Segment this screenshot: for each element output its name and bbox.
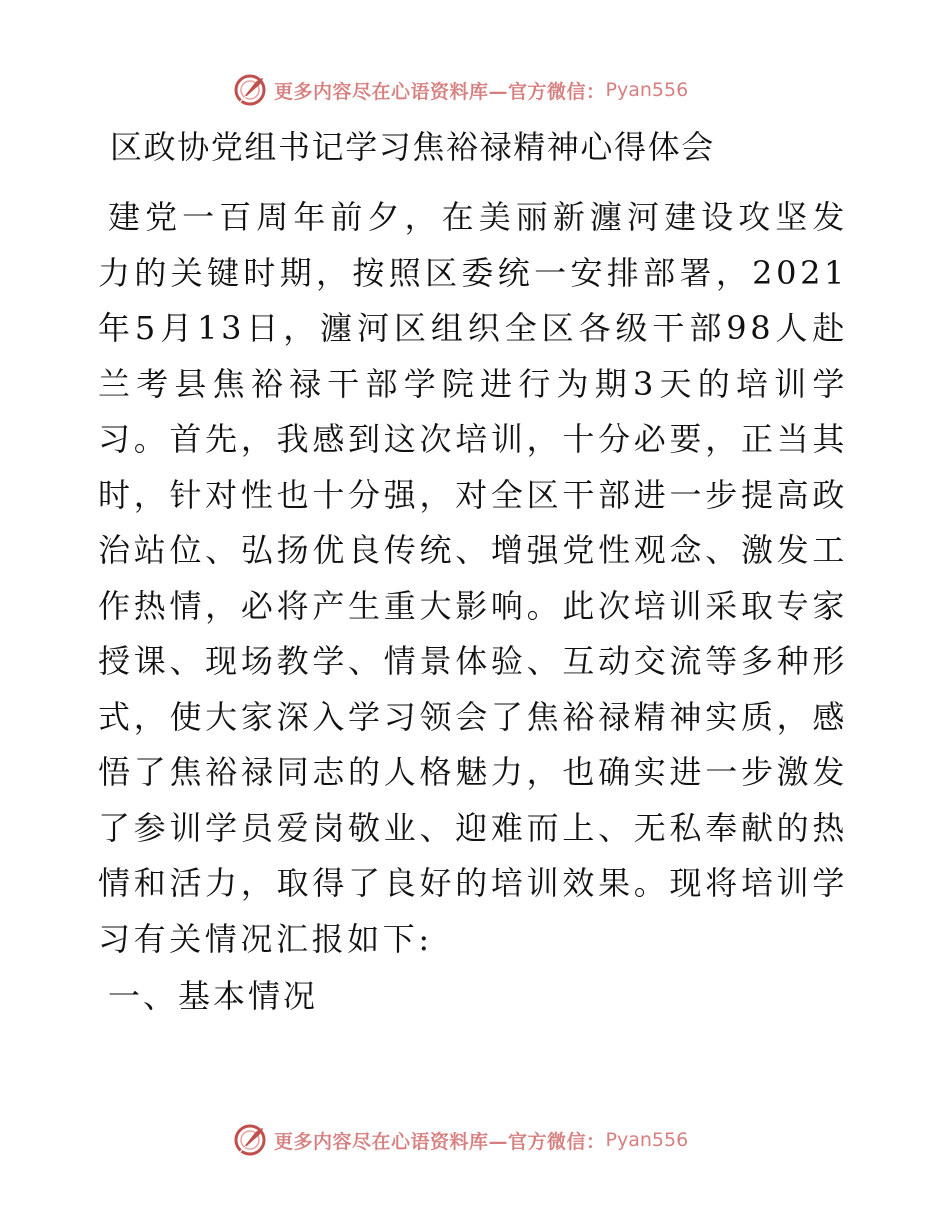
footer-watermark [232, 1122, 688, 1158]
watermark-text: 更多内容尽在心语资料库—官方微信： [274, 1130, 606, 1153]
watermark-wechat-id: Pyan556 [605, 1129, 689, 1151]
document-title: 区政协党组书记学习焦裕禄精神心得体会 [110, 128, 715, 166]
quill-logo-icon [232, 72, 268, 108]
quill-logo-icon [232, 1122, 268, 1158]
watermark-text: 更多内容尽在心语资料库—官方微信： [274, 80, 606, 103]
watermark-wechat-id: Pyan556 [605, 79, 689, 101]
body-paragraph: 建党一百周年前夕，在美丽新瀍河建设攻坚发力的关键时期，按照区委统一安排部署，2021年5月13日，瀍河区组织全区各级干部98人赴兰考县焦裕禄干部学院进行为期3天的培训学习。首先，我感到这次培训，十分必要，正当其时，针对性也十分强，对全区干部进一步提高政治站位、弘扬优良传统、增强党性观念、激发工作热情，必将产生重大影响。此次培训采取专家授课、现场教学、情景体验、互动交流等多种形式，使大家深入学习领会了焦裕禄精神实质，感悟了焦裕禄同志的人格魅力，也确实进一步激发了参训学员爱岗敬业、迎难而上、无私奉献的热情和活力，取得了良好的培训效果。现将培训学习有关情况汇报如下: [98, 198, 848, 958]
section-heading: 一、基本情况 [108, 977, 319, 1015]
header-watermark [232, 72, 688, 108]
